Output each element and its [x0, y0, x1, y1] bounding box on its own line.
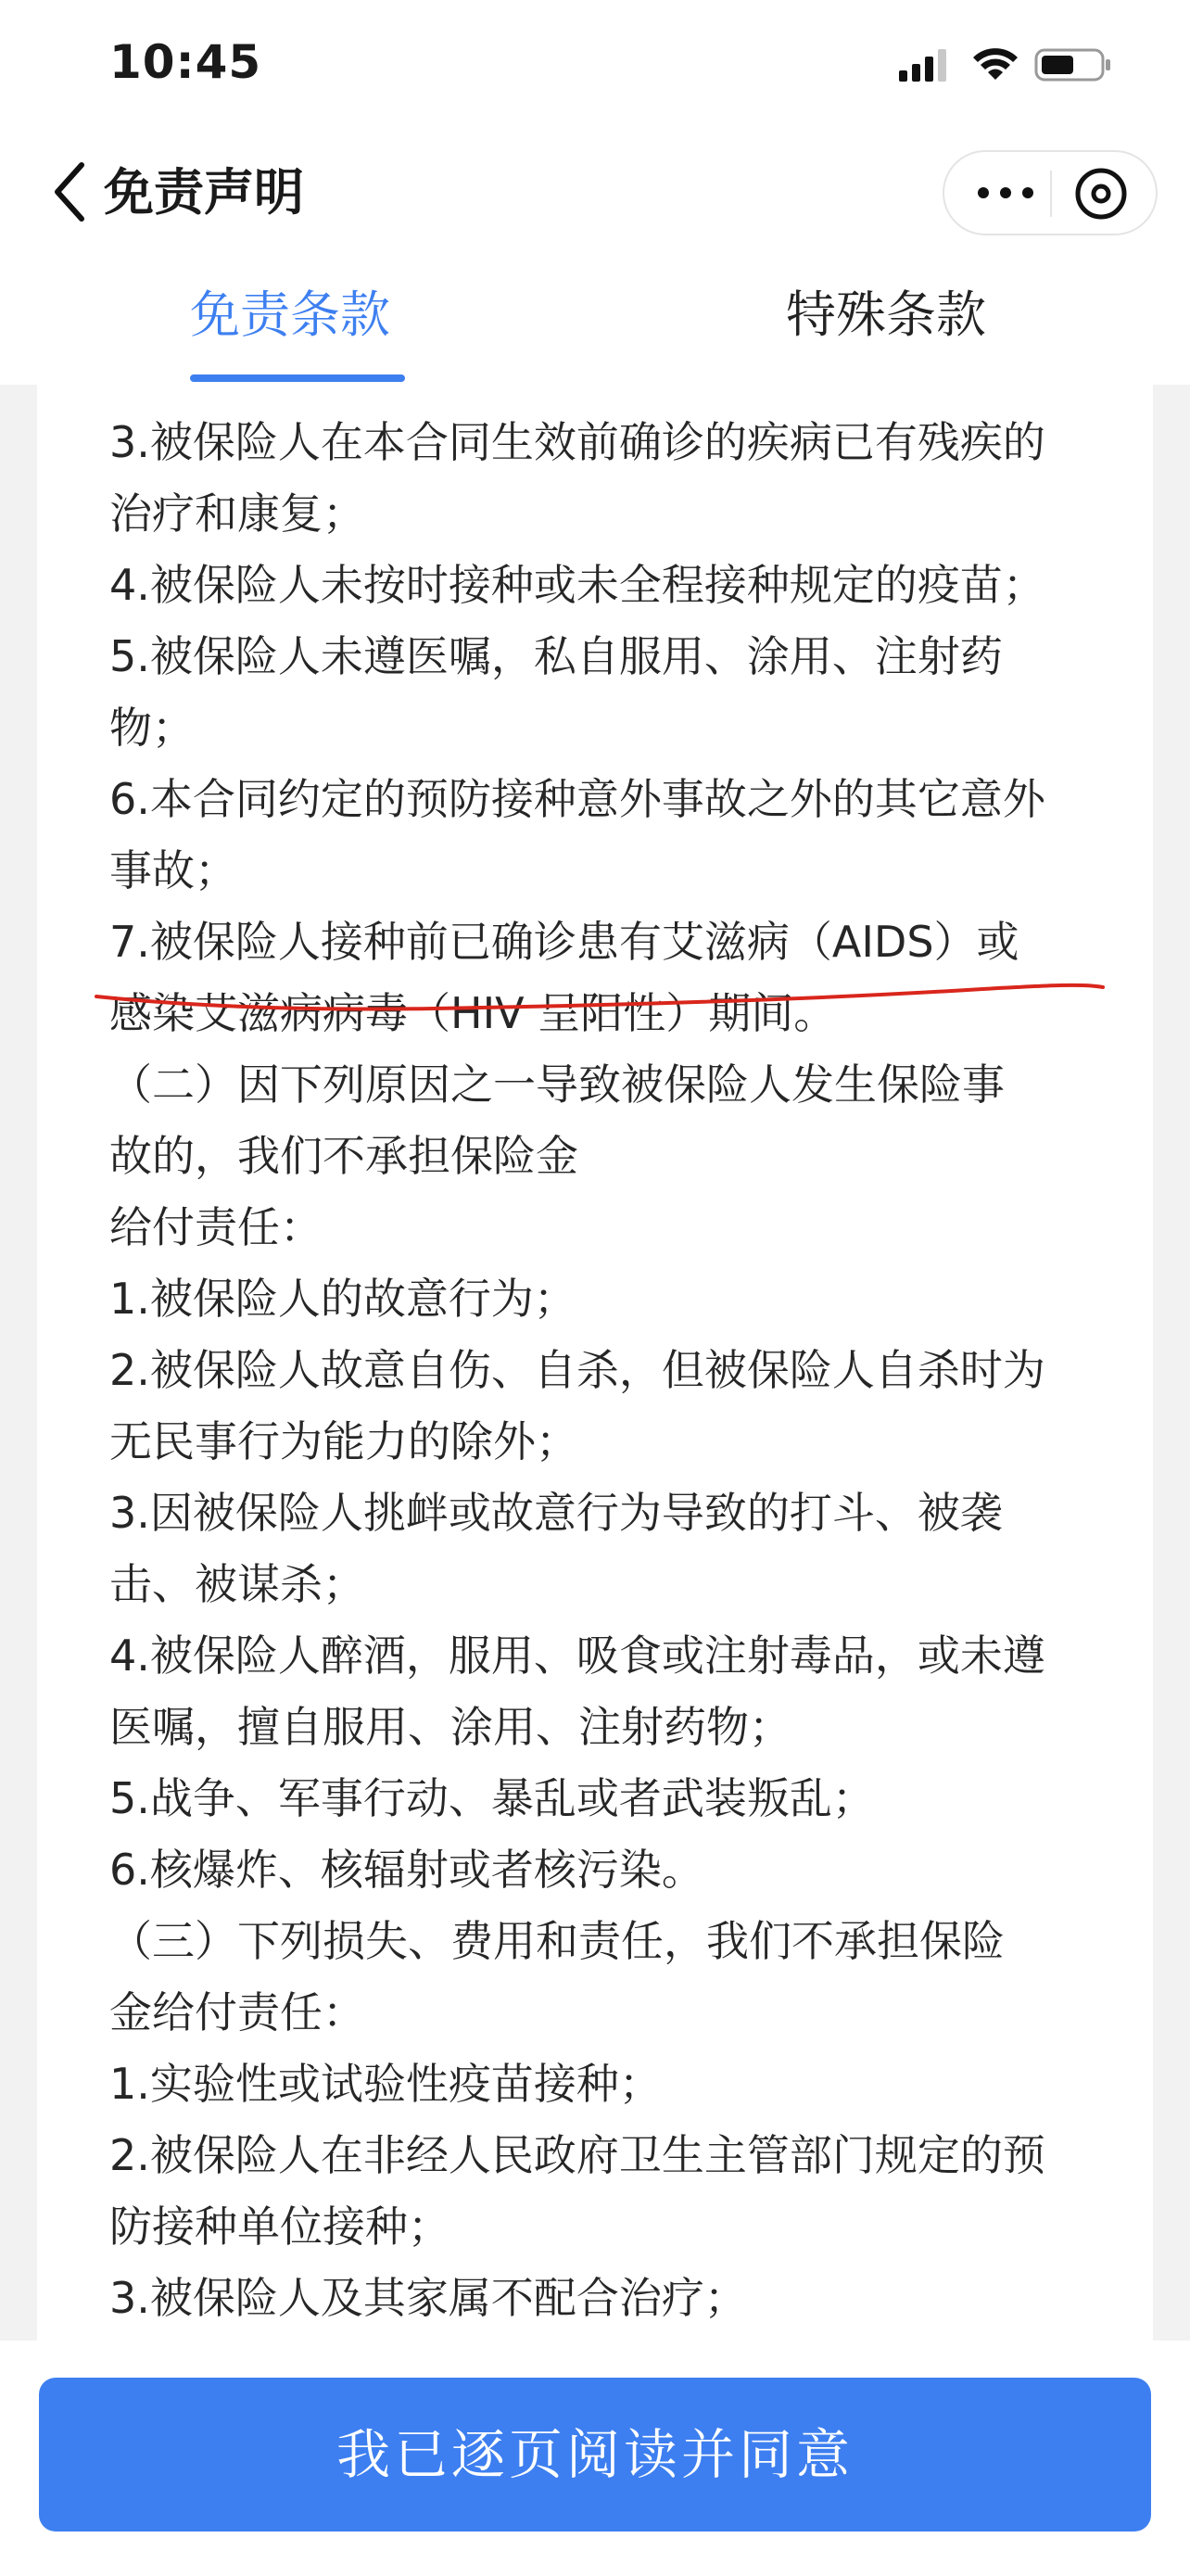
terms-line: 6.核爆炸、核辐射或者核污染。	[109, 1845, 704, 1895]
signal-icon	[899, 48, 947, 82]
terms-line: 7.被保险人接种前已确诊患有艾滋病（AIDS）或	[109, 917, 1019, 967]
terms-line: 2.被保险人在非经人民政府卫生主管部门规定的预	[109, 2130, 1045, 2180]
battery-icon	[1034, 46, 1112, 83]
content-area[interactable]	[0, 385, 1190, 2341]
more-icon[interactable]	[972, 172, 1039, 213]
handwritten-underline	[93, 971, 1112, 1026]
terms-line: 金给付责任：	[109, 1987, 365, 2037]
terms-line: （三）下列损失、费用和责任，我们不承担保险	[109, 1916, 1005, 1966]
nav-bar	[0, 139, 1190, 250]
back-chevron-icon[interactable]	[52, 159, 89, 224]
terms-line: 5.被保险人未遵医嘱，私自服用、涂用、注射药	[109, 631, 1003, 681]
terms-line: 事故；	[109, 845, 237, 895]
status-bar	[0, 0, 1190, 139]
close-icon[interactable]	[1074, 167, 1128, 221]
agree-button[interactable]: 我已逐页阅读并同意	[39, 2378, 1151, 2532]
terms-line: 1.实验性或试验性疫苗接种；	[109, 2059, 662, 2109]
status-time: 10:45	[109, 35, 262, 89]
terms-line: 3.被保险人及其家属不配合治疗；	[109, 2273, 747, 2323]
tab-disclaimer-terms[interactable]: 免责条款	[190, 286, 390, 344]
terms-line: 4.被保险人未按时接种或未全程接种规定的疫苗；	[109, 560, 1045, 610]
terms-line: 物；	[109, 703, 195, 753]
terms-text	[109, 407, 1129, 2334]
wifi-icon	[971, 44, 1019, 82]
tab-active-indicator	[190, 374, 405, 382]
tab-special-terms[interactable]: 特殊条款	[786, 286, 986, 344]
terms-line: 6.本合同约定的预防接种意外事故之外的其它意外	[109, 774, 1045, 824]
mini-program-capsule	[943, 150, 1158, 235]
terms-line: 5.战争、军事行动、暴乱或者武装叛乱；	[109, 1773, 875, 1823]
terms-line: 感染艾滋病病毒（HIV 呈阳性）期间。	[109, 988, 837, 1038]
terms-line: 4.被保险人醉酒，服用、吸食或注射毒品，或未遵	[109, 1631, 1045, 1681]
terms-line: （二）因下列原因之一导致被保险人发生保险事	[109, 1060, 1005, 1110]
terms-line: 2.被保险人故意自伤、自杀，但被保险人自杀时为	[109, 1345, 1045, 1395]
terms-line: 无民事行为能力的除外；	[109, 1416, 578, 1466]
terms-line: 1.被保险人的故意行为；	[109, 1274, 576, 1324]
terms-line: 3.因被保险人挑衅或故意行为导致的打斗、被袭	[109, 1488, 1003, 1538]
capsule-divider	[1050, 171, 1052, 217]
partial-footer-text	[102, 2556, 1029, 2576]
terms-line: 给付责任：	[109, 1202, 323, 1252]
terms-line: 3.被保险人在本合同生效前确诊的疾病已有残疾的	[109, 417, 1045, 467]
page-title: 免责声明	[104, 163, 304, 222]
tab-bar	[0, 260, 1190, 389]
content-panel	[37, 385, 1153, 2341]
terms-line: 故的，我们不承担保险金	[109, 1131, 578, 1181]
footer	[0, 2341, 1190, 2575]
terms-line: 医嘱，擅自服用、涂用、注射药物；	[109, 1702, 791, 1752]
terms-line: 治疗和康复；	[109, 489, 365, 539]
terms-line: 防接种单位接种；	[109, 2202, 450, 2252]
terms-line: 击、被谋杀；	[109, 1559, 365, 1609]
